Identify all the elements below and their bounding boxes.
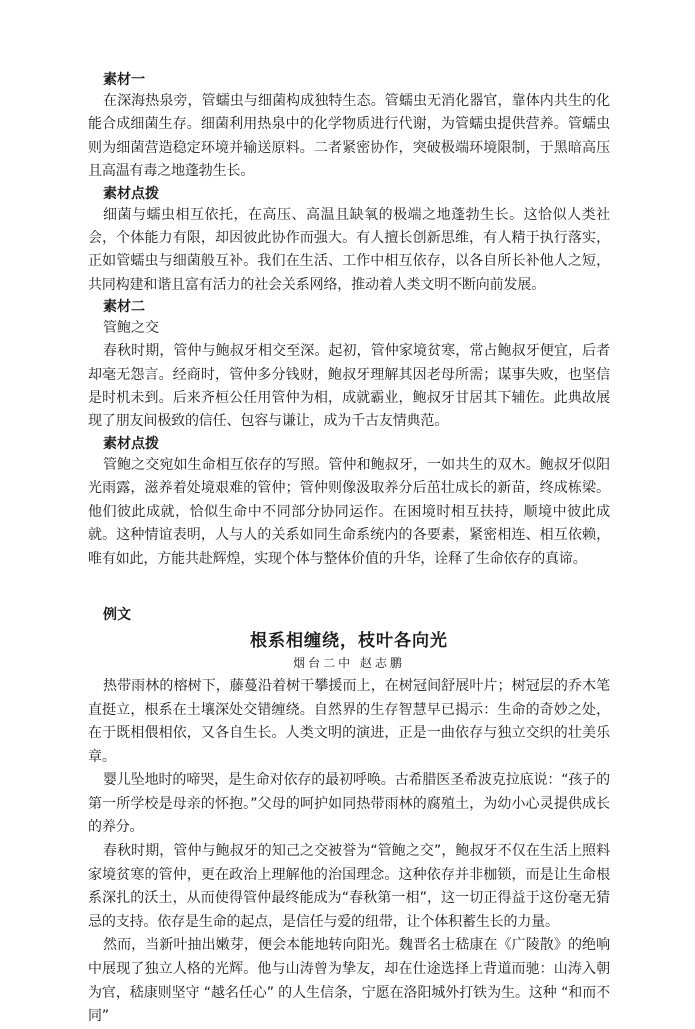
essay-byline: 烟台二中 赵志鹏 xyxy=(293,655,405,670)
essay-paragraph: 热带雨林的榕树下，藤蔓沿着树干攀援而上，在树冠间舒展叶片；树冠层的乔木笔直挺立，根系在土壤深处交错缠绕。自然界的生存智慧早已揭示：生命的奇妙之处，在于既相偎相依，又各自生长。人类文明的演进，正是一曲依存与独立交织的壮美乐章。 xyxy=(88,677,610,765)
essay-title: 根系相缠绕，枝叶各向光 xyxy=(250,630,448,651)
material-one-comment-label: 素材点拨 xyxy=(103,185,159,202)
material-two-text: 春秋时期，管仲与鲍叔牙相交至深。起初，管仲家境贫寒，常占鲍叔牙便宜，后者却毫无怨言。经商时，管仲多分钱财，鲍叔牙理解其因老母所需；谋事失败，也坚信是时机未到。后来齐桓公任用管仲为相，成就霸业，鲍叔牙甘居其下辅佐。此典故展现了朋友间极致的信任、包容与谦让，成为千古友情典范。 xyxy=(88,343,610,430)
essay-paragraph: 春秋时期，管仲与鲍叔牙的知己之交被誉为“管鲍之交”，鲍叔牙不仅在生活上照料家境贫寒的管仲，更在政治上理解他的治国理念。这种依存并非枷锁，而是让生命根系深扎的沃土，从而使得管仲最终能成为“春秋第一相”，这一切正得益于这份毫无猜忌的支持。依存是生命的起点，是信任与爱的纽带，让个体积蓄生长的力量。 xyxy=(88,843,610,930)
material-two-label: 素材二 xyxy=(103,299,145,316)
document-page xyxy=(88,70,610,1029)
example-heading: 例文 xyxy=(103,606,131,623)
essay-paragraph: 婴儿坠地时的啼哭，是生命对依存的最初呼唤。古希腊医圣希波克拉底说：“孩子的第一所学校是母亲的怀抱。”父母的呵护如同热带雨林的腐殖土，为幼小心灵提供成长的养分。 xyxy=(88,772,610,836)
material-one-label: 素材一 xyxy=(103,72,145,88)
material-one-comment-text: 细菌与蠕虫相互依托，在高压、高温且缺氧的极端之地蓬勃生长。这恰似人类社会，个体能力有限，却因彼此协作而强大。有人擅长创新思维，有人精于执行落实，正如管蠕虫与细菌般互补。我们在生活、工作中相互依存，以各自所长补他人之短，共同构建和谐且富有活力的社会关系网络，推动着人类文明不断向前发展。 xyxy=(88,206,610,293)
essay-paragraph: 然而，当新叶抽出嫩芽，便会本能地转向阳光。魏晋名士嵇康在《广陵散》的绝响中展现了独立人格的光辉。他与山涛曾为挚友，却在仕途选择上背道而驰：山涛入朝为官，嵇康则坚守 “越名任心” 的人生信条，宁愿在洛阳城外打铁为生。这种 “和而不同” xyxy=(88,937,610,1025)
material-two-comment-label: 素材点拨 xyxy=(103,435,159,452)
material-two-subtitle: 管鲍之交 xyxy=(103,320,159,337)
material-two-comment-text: 管鲍之交宛如生命相互依存的写照。管仲和鲍叔牙，一如共生的双木。鲍叔牙似阳光雨露，滋养着处境艰难的管仲；管仲则像汲取养分后茁壮成长的新苗，终成栋梁。他们彼此成就，恰似生命中不同部分协同运作。在困境时相互扶持，顺境中彼此成就。这种情谊表明，人与人的关系如同生命系统内的各要素，紧密相连、相互依赖，唯有如此，方能共赴辉煌，实现个体与整体价值的升华，诠释了生命依存的真谛。 xyxy=(88,456,610,567)
section-spacer xyxy=(88,571,610,604)
material-one-text: 在深海热泉旁，管蠕虫与细菌构成独特生态。管蠕虫无消化器官，靠体内共生的化能合成细菌生存。细菌利用热泉中的化学物质进行代谢，为管蠕虫提供营养。管蠕虫则为细菌营造稳定环境并输送原料。二者紧密协作，突破极端环境限制，于黑暗高压且高温有毒之地蓬勃生长。 xyxy=(88,93,610,180)
